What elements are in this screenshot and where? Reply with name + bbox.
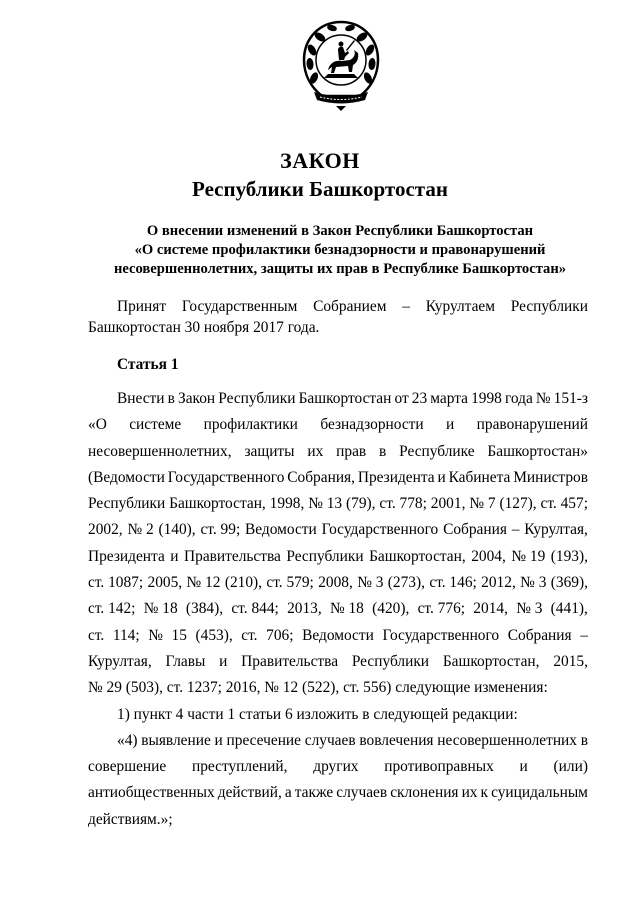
word: Собрания, (287, 468, 355, 486)
word: Башкортостан, (169, 495, 266, 513)
word: 114; (112, 626, 140, 644)
word: Республики (351, 652, 430, 670)
word: – (511, 521, 520, 539)
word: Кабинета (448, 468, 511, 486)
word: преступлений, (191, 758, 288, 776)
text-line (88, 317, 588, 338)
subtitle-line: О внесении изменений в Закон Республики Башкортостан (146, 223, 534, 239)
word: выявление (141, 731, 211, 749)
word: (127), (499, 495, 537, 513)
word: ст. 142; (88, 600, 136, 618)
word: их (461, 784, 478, 802)
word: 23 (411, 390, 428, 407)
word: и (446, 416, 455, 434)
word: (193), (550, 547, 588, 565)
word: № 13 (308, 495, 343, 513)
word: Правительства (184, 547, 281, 565)
word: (453), (195, 626, 233, 644)
word: Правительства (241, 652, 339, 670)
word: 2004, (471, 547, 506, 565)
word: 1998, (269, 495, 305, 513)
word: от (394, 390, 409, 407)
word: № 3 (357, 574, 384, 592)
word: «4) (117, 731, 138, 749)
word: № 2 (127, 521, 154, 539)
word: суицидальным (491, 784, 588, 802)
word: антиобщественных (88, 784, 215, 802)
text-line (88, 807, 588, 833)
text-line (88, 517, 588, 543)
word: Курултая, (524, 521, 588, 539)
word: Принят (117, 298, 167, 315)
word: № 7 (469, 495, 496, 513)
text-line (88, 386, 588, 412)
word: других (313, 758, 359, 776)
word: № 12 (186, 574, 221, 592)
word: Президента (357, 468, 435, 486)
word: Ведомости (302, 626, 374, 644)
word: в (379, 442, 387, 460)
word: Государственного (167, 468, 285, 486)
word: № (535, 390, 551, 407)
word: Башкортостан 30 ноября 2017 года. (88, 319, 320, 336)
text-line (88, 296, 588, 317)
word: 2005, (147, 574, 183, 592)
word: Республике (399, 442, 475, 460)
text-line (88, 544, 588, 570)
word: Собрания (443, 521, 507, 539)
word: прав (336, 442, 367, 460)
word: 1998 (471, 390, 502, 407)
word: Республики (286, 547, 364, 565)
word: несовершеннолетних (437, 731, 577, 749)
word: в (580, 731, 588, 749)
word: Государственного (321, 521, 439, 539)
word: случаев (304, 731, 356, 749)
word: № 29 (503), ст. 1237; 2016, № 12 (522), ст. 556) следующие изменения: (88, 679, 548, 697)
word: Главы (165, 652, 206, 670)
word: 2015, (553, 652, 588, 670)
word: ст. 99; (200, 521, 241, 539)
law-subtitle (40, 222, 640, 279)
word: Собрания (507, 626, 572, 644)
word: № (148, 626, 163, 644)
article-body (88, 386, 588, 833)
word: 2013, (287, 600, 322, 618)
text-line (88, 623, 588, 649)
word: ст. 844; (231, 600, 279, 618)
law-title: ЗАКОН (280, 148, 360, 173)
word: профилактики (203, 416, 298, 434)
subtitle-line: «О системе профилактики безнадзорности и правонарушений (134, 242, 546, 258)
word: Государственного (382, 626, 500, 644)
word: (140), (158, 521, 196, 539)
word: (210), (224, 574, 262, 592)
word: Ведомости (245, 521, 317, 539)
word: (273), (387, 574, 425, 592)
word: и (214, 731, 223, 749)
text-line (88, 702, 588, 728)
word: года (504, 390, 533, 407)
subtitle-line: несовершеннолетних, защиты их прав в Республике Башкортостан» (113, 261, 567, 277)
text-line (88, 439, 588, 465)
word: также (294, 784, 334, 802)
text-line (88, 675, 588, 701)
word: Курултаем (425, 298, 495, 315)
word: «О (88, 416, 107, 434)
word: (или) (553, 758, 588, 776)
word: и (219, 652, 228, 670)
word: Республики (218, 390, 296, 407)
word: – (402, 298, 410, 315)
adoption-statement (88, 296, 588, 338)
text-line (88, 728, 588, 754)
word: ст. 778; (379, 495, 427, 513)
word: действий, (217, 784, 282, 802)
word: Республики (88, 495, 166, 513)
word: несовершеннолетних, (88, 442, 232, 460)
word: безнадзорности (320, 416, 424, 434)
word: – (580, 626, 588, 644)
word: 706; (266, 626, 294, 644)
article-heading: Статья 1 (117, 356, 179, 373)
word: случаев (336, 784, 388, 802)
word: Башкортостан, (442, 652, 540, 670)
word: 2012, (481, 574, 516, 592)
word: действиям.»; (88, 810, 173, 828)
word: противоправных (384, 758, 494, 776)
word: системе (129, 416, 182, 434)
text-line (88, 570, 588, 596)
word: в (167, 390, 175, 407)
word: и (519, 758, 528, 776)
word: (369), (550, 574, 588, 592)
word: (384), (185, 600, 224, 618)
word: а (284, 784, 292, 802)
word: № 18 (143, 600, 178, 618)
word: Собранием (313, 298, 387, 315)
word: № 18 (329, 600, 364, 618)
word: (79), (346, 495, 376, 513)
word: 2002, (88, 521, 123, 539)
word: и (170, 547, 179, 565)
word: Башкортостан» (487, 442, 588, 460)
word: Министров (513, 468, 588, 486)
word: ст. (88, 626, 105, 644)
word: № 3 (520, 574, 547, 592)
word: ст. 146; (429, 574, 477, 592)
word: к (480, 784, 489, 802)
text-line (88, 780, 588, 806)
word: и (437, 468, 446, 486)
text-line (88, 649, 588, 675)
coat-of-arms-icon (302, 20, 380, 112)
word: ст. 457; (540, 495, 588, 513)
word: Курултая, (88, 652, 152, 670)
word: ст. (241, 626, 258, 644)
text-line (88, 596, 588, 622)
word: 2001, (430, 495, 466, 513)
word: Закон (177, 390, 216, 407)
word: (441), (550, 600, 588, 618)
word: 1) пункт 4 части 1 статьи 6 изложить в следующей редакции: (117, 705, 518, 723)
word: их (307, 442, 324, 460)
word: 151-з (553, 390, 588, 407)
word: № 19 (511, 547, 546, 565)
word: ст. 776; (417, 600, 466, 618)
word: Внести (117, 390, 165, 407)
word: (Ведомости (88, 468, 165, 486)
word: склонения (390, 784, 459, 802)
word: Президента (88, 547, 165, 565)
law-jurisdiction: Республики Башкортостан (192, 177, 448, 201)
word: Башкортостан (298, 390, 392, 407)
word: 2014, (473, 600, 508, 618)
word: 15 (171, 626, 187, 644)
word: Башкортостан, (369, 547, 466, 565)
word: Государственным (181, 298, 298, 315)
word: ст. 1087; (88, 574, 144, 592)
word: ст. 579; (266, 574, 314, 592)
word: 2008, (318, 574, 353, 592)
word: пресечение (226, 731, 302, 749)
word: № 3 (516, 600, 543, 618)
text-line (88, 491, 588, 517)
word: правонарушений (476, 416, 588, 434)
word: совершение (88, 758, 167, 776)
word: марта (430, 390, 468, 407)
word: Республики (510, 298, 588, 315)
text-line (88, 754, 588, 780)
word: вовлечения (359, 731, 434, 749)
word: защиты (244, 442, 295, 460)
word: (420), (372, 600, 410, 618)
text-line (88, 465, 588, 491)
text-line (88, 412, 588, 438)
